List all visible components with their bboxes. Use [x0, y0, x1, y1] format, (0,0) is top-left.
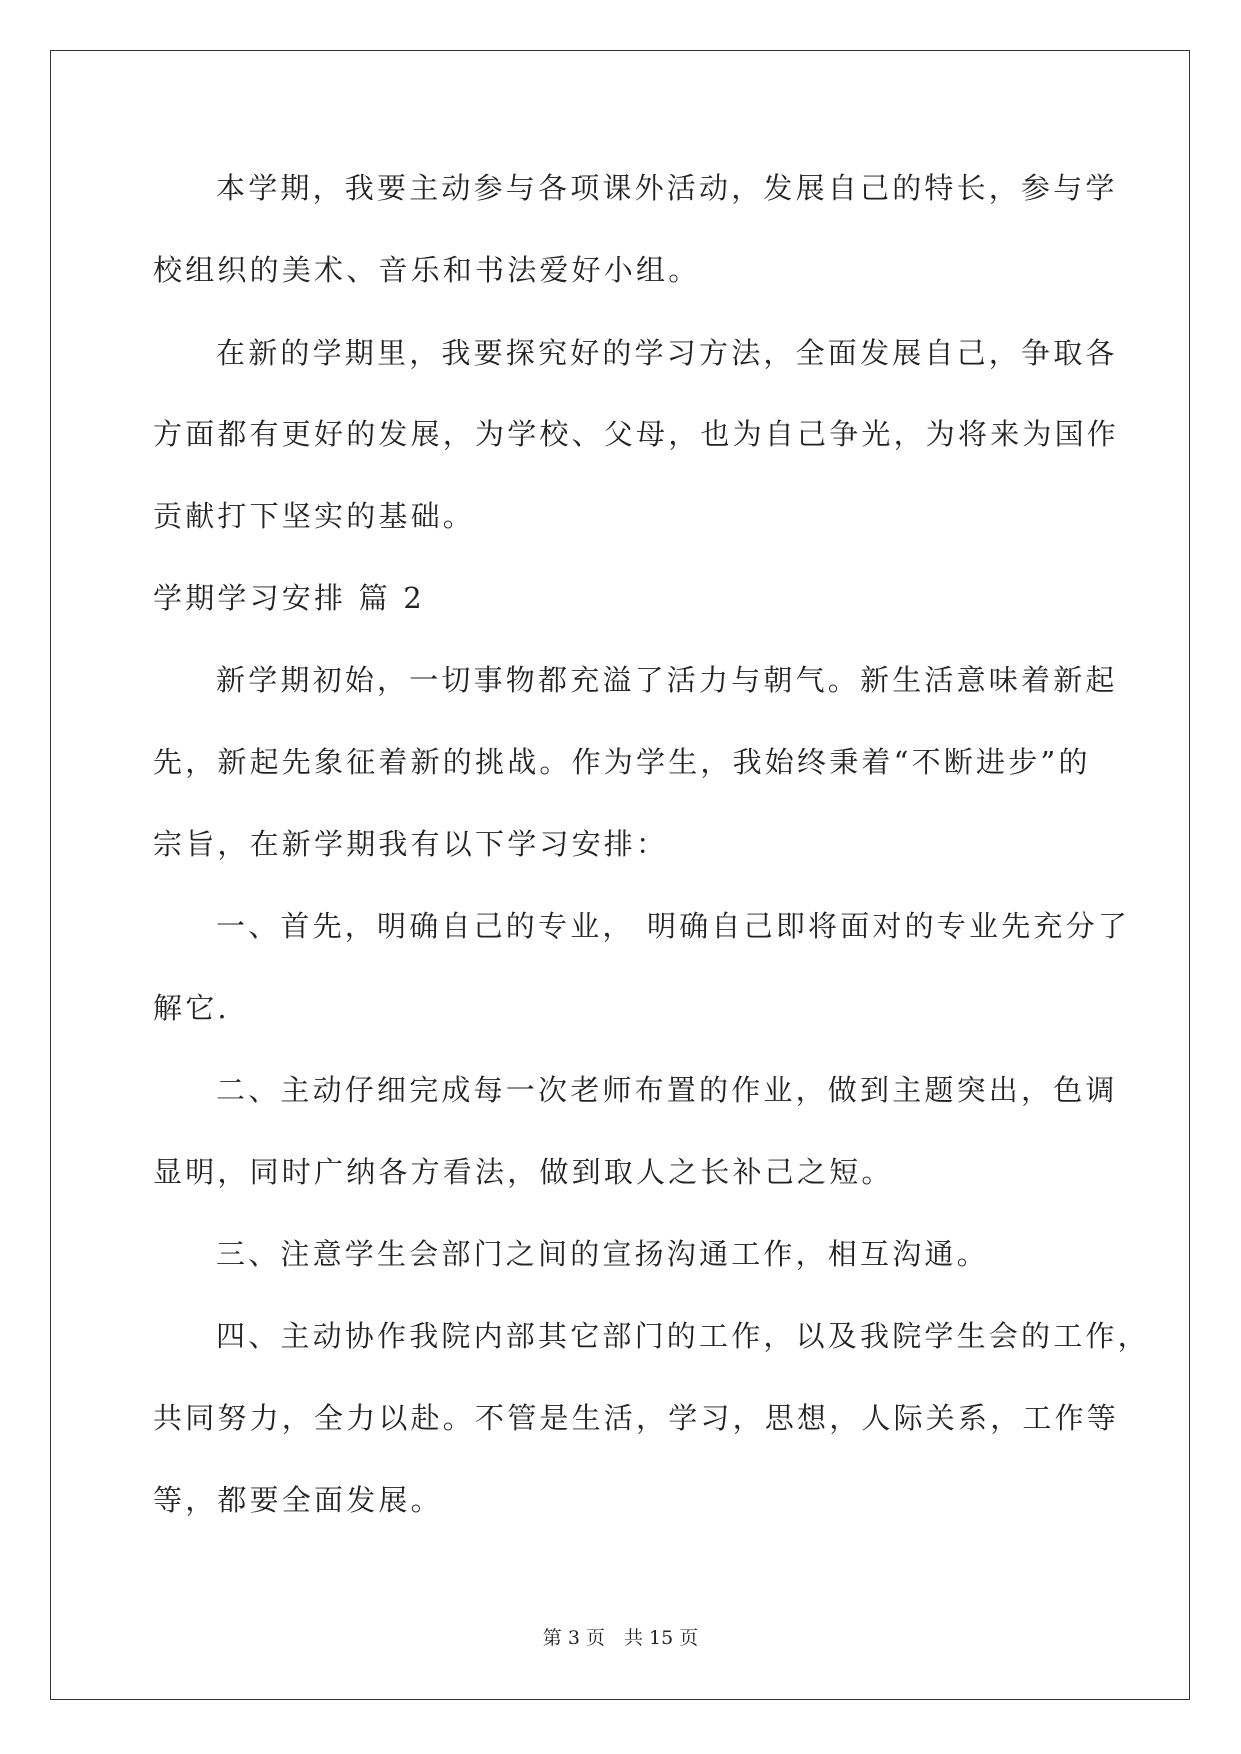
- paragraph-line: 四、主动协作我院内部其它部门的工作，以及我院学生会的工作，: [216, 1319, 1150, 1353]
- paragraph-line: 三、注意学生会部门之间的宣扬沟通工作，相互沟通。: [216, 1237, 989, 1271]
- paragraph-line: 新学期初始，一切事物都充溢了活力与朝气。新生活意味着新起: [216, 663, 1118, 697]
- paragraph-line: 校组织的美术、音乐和书法爱好小组。: [153, 253, 701, 287]
- paragraph-line: 共同努力，全力以赴。不管是生活，学习，思想，人际关系，工作等: [153, 1401, 1120, 1435]
- paragraph-line: 二、主动仔细完成每一次老师布置的作业，做到主题突出，色调: [216, 1073, 1118, 1107]
- paragraph-line: 宗旨，在新学期我有以下学习安排：: [153, 827, 669, 861]
- section-heading: 学期学习安排 篇 2: [153, 581, 425, 615]
- paragraph-line: 本学期，我要主动参与各项课外活动，发展自己的特长，参与学: [216, 171, 1118, 205]
- page-border: [50, 50, 1190, 1700]
- paragraph-line: 等，都要全面发展。: [153, 1483, 443, 1517]
- paragraph-line: 在新的学期里，我要探究好的学习方法，全面发展自己，争取各: [216, 336, 1118, 370]
- paragraph-line: 先，新起先象征着新的挑战。作为学生，我始终秉着“不断进步”的: [153, 745, 1091, 779]
- page-number: 第 3 页 共 15 页: [542, 1627, 699, 1649]
- paragraph-line: 显明，同时广纳各方看法，做到取人之长补己之短。: [153, 1155, 894, 1189]
- paragraph-line: 方面都有更好的发展，为学校、父母，也为自己争光，为将来为国作: [153, 417, 1120, 451]
- paragraph-line: 一、首先，明确自己的专业， 明确自己即将面对的专业先充分了: [216, 909, 1131, 943]
- paragraph-line: 解它.: [153, 991, 230, 1025]
- paragraph-line: 贡献打下坚实的基础。: [153, 499, 476, 533]
